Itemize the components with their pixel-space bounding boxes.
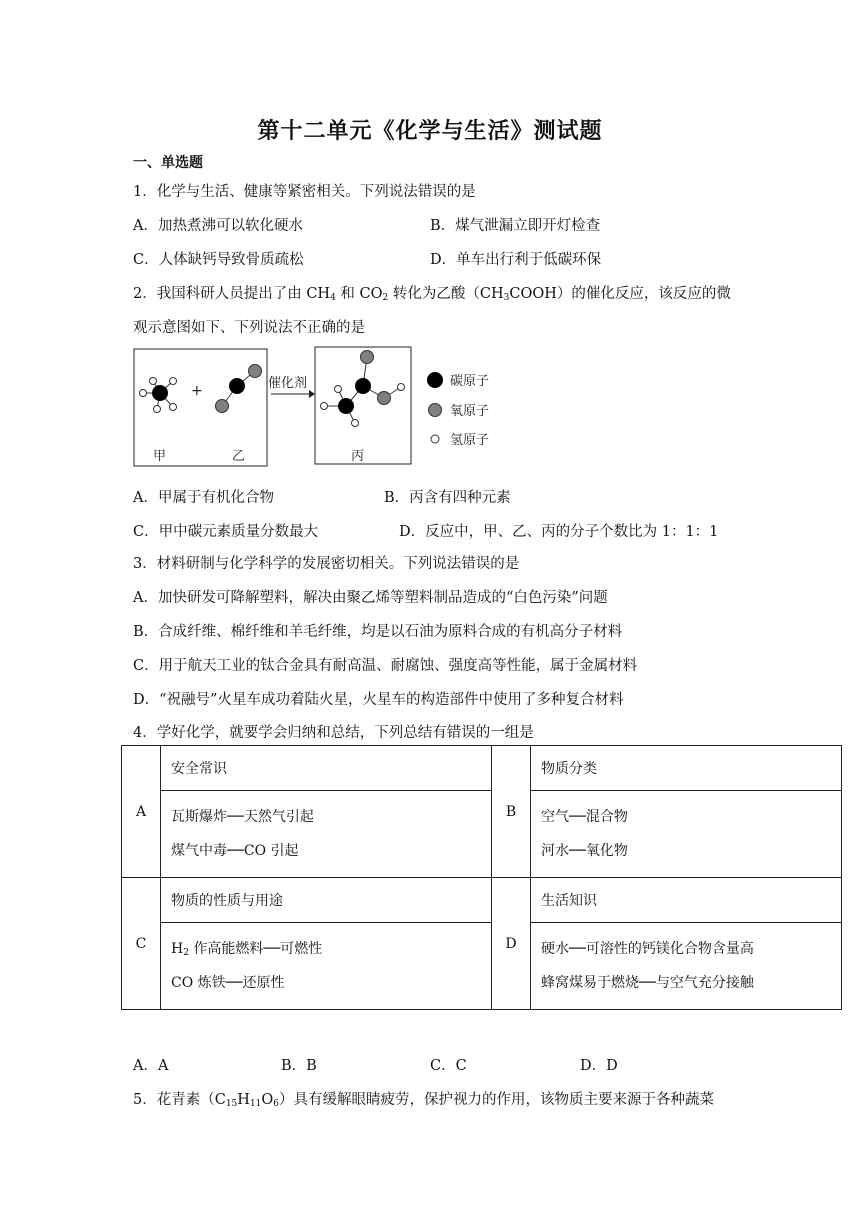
cell-body-c: $H_2$ 作高能燃料──可燃性 CO 炼铁──还原性 — [161, 923, 492, 1010]
q4-option-d: D．D — [580, 1058, 618, 1074]
cell-head-b: 物质分类 — [531, 746, 842, 791]
q3-option-d: D．“祝融号”火星车成功着陆火星，火星车的构造部件中使用了多种复合材料 — [133, 692, 624, 708]
plus-sign: + — [191, 383, 203, 399]
methane-molecule — [140, 378, 177, 413]
label-bing: 丙 — [351, 449, 365, 464]
legend-carbon: 碳原子 — [450, 374, 490, 389]
acetic-acid-molecule — [321, 351, 405, 427]
question-1-stem: 1．化学与生活、健康等紧密相关。下列说法错误的是 — [133, 184, 476, 200]
q2-option-c: C．甲中碳元素质量分数最大 — [133, 524, 319, 540]
reaction-diagram — [133, 345, 513, 470]
legend — [427, 372, 489, 448]
question-4-stem: 4．学好化学，就要学会归纳和总结，下列总结有错误的一组是 — [133, 725, 534, 741]
cell-body-d: 硬水──可溶性的钙镁化合物含量高 蜂窝煤易于燃烧──与空气充分接触 — [531, 923, 842, 1010]
q1-option-c: C．人体缺钙导致骨质疏松 — [133, 252, 304, 268]
cell-body-b: 空气──混合物 河水──氧化物 — [531, 791, 842, 878]
question-2-stem: 2．我国科研人员提出了由 $CH_4$ 和 $CO_2$ 转化为乙酸$(CH_3COOH)$的催化反应，该反应的微 — [133, 286, 731, 303]
legend-hydrogen: 氢原子 — [450, 433, 490, 448]
q3-option-b: B．合成纤维、棉纤维和羊毛纤维，均是以石油为原料合成的有机高分子材料 — [133, 624, 623, 640]
cell-letter-b: B — [492, 746, 531, 878]
page-title: 第十二单元《化学与生活》测试题 — [257, 118, 603, 144]
section-heading: 一、单选题 — [133, 155, 203, 171]
q3-option-a: A．加快研发可降解塑料，解决由聚乙烯等塑料制品造成的“白色污染”问题 — [133, 590, 608, 606]
q2-option-d: D．反应中，甲、乙、丙的分子个数比为 1：1：1 — [399, 524, 719, 540]
legend-oxygen: 氧原子 — [450, 404, 490, 419]
catalyst-label: 催化剂 — [268, 376, 308, 391]
cell-head-d: 生活知识 — [531, 878, 842, 923]
q4-option-c: C．C — [430, 1058, 467, 1074]
co2-molecule — [216, 365, 262, 413]
cell-letter-d: D — [492, 878, 531, 1010]
q1-option-d: D．单车出行利于低碳环保 — [430, 252, 602, 268]
q3-option-c: C．用于航天工业的钛合金具有耐高温、耐腐蚀、强度高等性能，属于金属材料 — [133, 658, 638, 674]
cell-head-a: 安全常识 — [161, 746, 492, 791]
cell-letter-a: A — [122, 746, 161, 878]
label-jia: 甲 — [153, 449, 167, 464]
cell-body-a: 瓦斯爆炸──天然气引起 煤气中毒──CO 引起 — [161, 791, 492, 878]
q4-option-a: A．A — [133, 1058, 169, 1074]
summary-table — [121, 745, 842, 1010]
label-yi: 乙 — [232, 449, 246, 464]
q1-option-b: B．煤气泄漏立即开灯检查 — [430, 218, 601, 234]
q2-option-b: B．丙含有四种元素 — [384, 490, 511, 506]
question-3-stem: 3．材料研制与化学科学的发展密切相关。下列说法错误的是 — [133, 556, 520, 572]
q4-option-b: B．B — [281, 1058, 317, 1074]
cell-head-c: 物质的性质与用途 — [161, 878, 492, 923]
q2-option-a: A．甲属于有机化合物 — [133, 490, 274, 506]
question-5-stem: 5．花青素$(C_{15}H_{11}O_6)$具有缓解眼睛疲劳，保护视力的作用，该物质主要来源于各种蔬菜 — [133, 1092, 715, 1109]
question-2-stem-line2: 观示意图如下、下列说法不正确的是 — [133, 320, 365, 336]
q1-option-a: A．加热煮沸可以软化硬水 — [133, 218, 303, 234]
cell-letter-c: C — [122, 878, 161, 1010]
